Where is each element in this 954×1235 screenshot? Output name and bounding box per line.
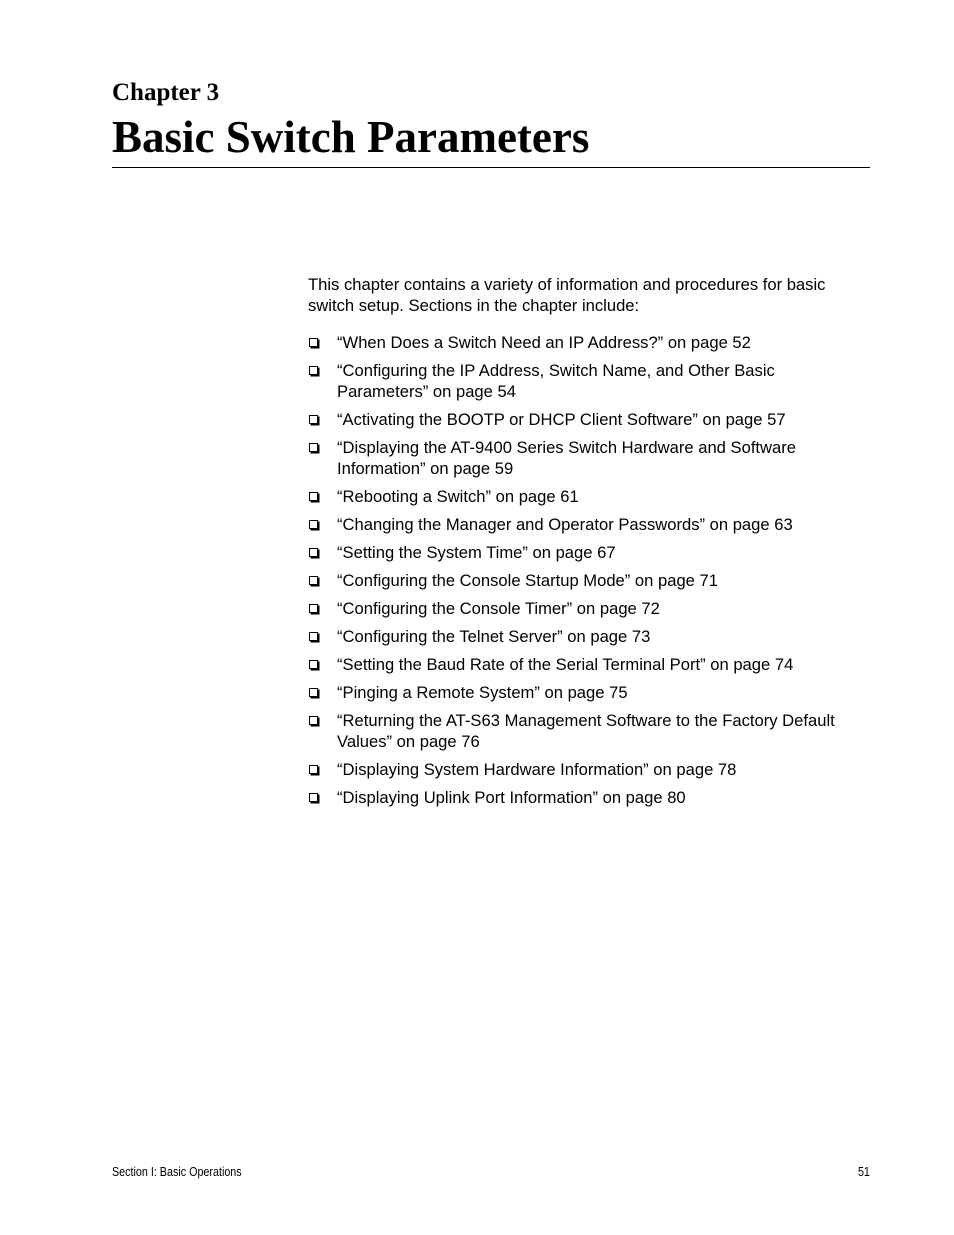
chapter-title: Basic Switch Parameters bbox=[112, 112, 590, 162]
list-item bbox=[308, 514, 864, 535]
list-item bbox=[308, 360, 864, 402]
title-divider bbox=[112, 167, 870, 168]
section-link[interactable]: “Configuring the Console Startup Mode” on page 71 bbox=[337, 571, 718, 590]
checkbox-bullet-icon bbox=[309, 576, 318, 585]
chapter-content bbox=[308, 274, 864, 815]
section-link[interactable]: “Configuring the Telnet Server” on page 73 bbox=[337, 627, 651, 646]
section-link[interactable]: “Configuring the Console Timer” on page 72 bbox=[337, 599, 660, 618]
list-item bbox=[308, 710, 864, 752]
checkbox-bullet-icon bbox=[309, 338, 318, 347]
section-link[interactable]: “Activating the BOOTP or DHCP Client Software” on page 57 bbox=[337, 410, 786, 429]
section-link[interactable]: “When Does a Switch Need an IP Address?” on page 52 bbox=[337, 333, 751, 352]
section-link[interactable]: “Setting the System Time” on page 67 bbox=[337, 543, 616, 562]
checkbox-bullet-icon bbox=[309, 415, 318, 424]
section-link[interactable]: “Displaying System Hardware Information” on page 78 bbox=[337, 760, 737, 779]
list-item bbox=[308, 437, 864, 479]
section-link[interactable]: “Changing the Manager and Operator Passwords” on page 63 bbox=[337, 515, 793, 534]
list-item bbox=[308, 682, 864, 703]
list-item bbox=[308, 598, 864, 619]
checkbox-bullet-icon bbox=[309, 716, 318, 725]
checkbox-bullet-icon bbox=[309, 765, 318, 774]
checkbox-bullet-icon bbox=[309, 688, 318, 697]
section-link[interactable]: “Rebooting a Switch” on page 61 bbox=[337, 487, 579, 506]
section-link[interactable]: “Configuring the IP Address, Switch Name, and Other Basic Parameters” on page 54 bbox=[337, 361, 775, 401]
list-item bbox=[308, 759, 864, 780]
checkbox-bullet-icon bbox=[309, 604, 318, 613]
section-list bbox=[308, 332, 864, 808]
list-item bbox=[308, 570, 864, 591]
checkbox-bullet-icon bbox=[309, 366, 318, 375]
section-link[interactable]: “Returning the AT-S63 Management Software to the Factory Default Values” on page 76 bbox=[337, 711, 835, 751]
section-link[interactable]: “Displaying the AT-9400 Series Switch Hardware and Software Information” on page 59 bbox=[337, 438, 797, 478]
checkbox-bullet-icon bbox=[309, 492, 318, 501]
list-item bbox=[308, 654, 864, 675]
list-item bbox=[308, 542, 864, 563]
list-item bbox=[308, 787, 864, 808]
checkbox-bullet-icon bbox=[309, 443, 318, 452]
list-item bbox=[308, 332, 864, 353]
checkbox-bullet-icon bbox=[309, 660, 318, 669]
list-item bbox=[308, 486, 864, 507]
intro-paragraph: This chapter contains a variety of information and procedures for basic switch setup. Sections in the chapter include: bbox=[308, 275, 826, 315]
list-item bbox=[308, 409, 864, 430]
section-link[interactable]: “Displaying Uplink Port Information” on page 80 bbox=[337, 788, 686, 807]
checkbox-bullet-icon bbox=[309, 793, 318, 802]
checkbox-bullet-icon bbox=[309, 548, 318, 557]
footer-section-name: Section I: Basic Operations bbox=[112, 1165, 242, 1179]
checkbox-bullet-icon bbox=[309, 520, 318, 529]
footer-page-number: 51 bbox=[858, 1165, 870, 1179]
chapter-label: Chapter 3 bbox=[112, 79, 220, 106]
section-link[interactable]: “Pinging a Remote System” on page 75 bbox=[337, 683, 628, 702]
list-item bbox=[308, 626, 864, 647]
section-link[interactable]: “Setting the Baud Rate of the Serial Terminal Port” on page 74 bbox=[337, 655, 794, 674]
checkbox-bullet-icon bbox=[309, 632, 318, 641]
